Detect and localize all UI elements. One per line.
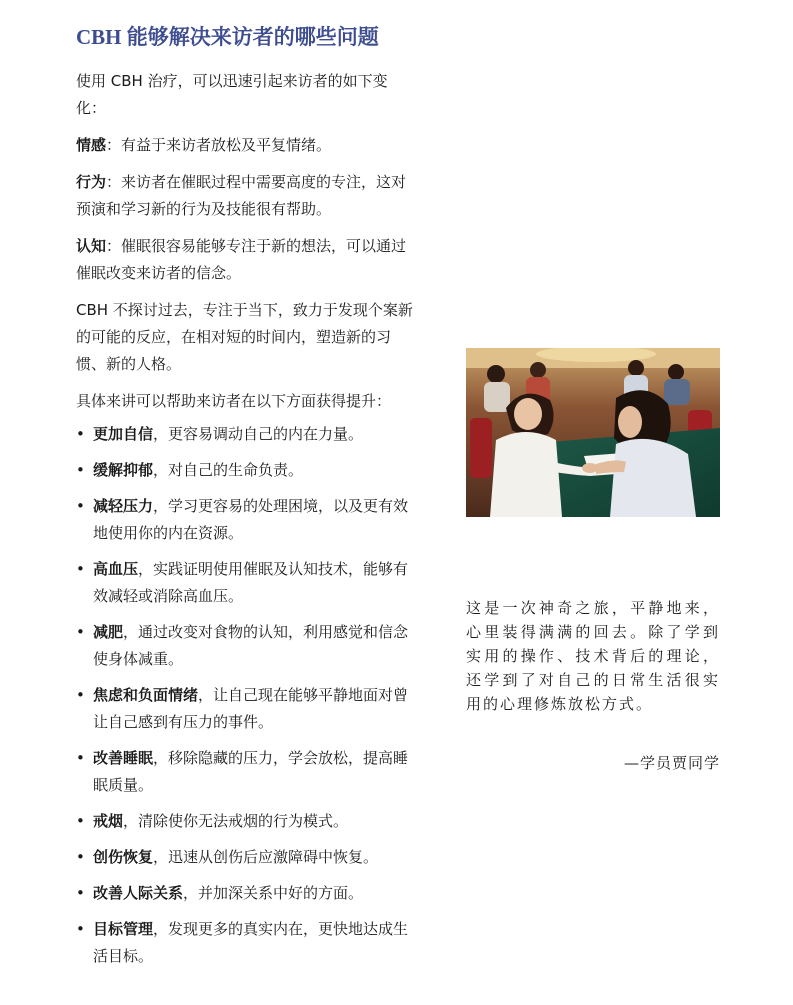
list-item [76, 844, 416, 871]
list-item [76, 808, 416, 835]
workshop-photo-illustration [466, 348, 720, 517]
benefit-term: 改善睡眠 [93, 749, 154, 767]
change-behavior [76, 169, 416, 223]
benefit-text: ，通过改变对食物的认知，利用感觉和信念使身体减重。 [93, 623, 409, 668]
cbh-paragraph: CBH 不探讨过去，专注于当下，致力于发现个案新的可能的反应，在相对短的时间内，塑造新的习惯、新的人格。 [76, 301, 413, 373]
benefit-term: 焦虑和负面情绪 [93, 686, 199, 704]
benefits-list [76, 421, 416, 970]
benefit-text: ，对自己的生命负责。 [153, 461, 304, 479]
list-item [76, 556, 416, 610]
change-term: 行为 [76, 173, 107, 191]
benefit-text: ，更容易调动自己的内在力量。 [153, 425, 364, 443]
list-item [76, 457, 416, 484]
change-term: 认知 [76, 237, 107, 255]
change-cognition [76, 233, 416, 287]
change-term: 情感 [76, 136, 107, 154]
list-item [76, 745, 416, 799]
benefit-text: ，并加深关系中好的方面。 [183, 884, 364, 902]
benefit-text: ，迅速从创伤后应激障碍中恢复。 [153, 848, 379, 866]
benefit-text: ，让自己现在能够平静地面对曾让自己感到有压力的事件。 [93, 686, 409, 731]
benefit-term: 改善人际关系 [93, 884, 184, 902]
change-text: ：催眠很容易能够专注于新的想法，可以通过催眠改变来访者的信念。 [76, 237, 407, 282]
workshop-photo [466, 348, 720, 517]
change-text: ：有益于来访者放松及平复情绪。 [106, 136, 332, 154]
benefit-text: ，发现更多的真实内在，更快地达成生活目标。 [93, 920, 409, 965]
list-item [76, 421, 416, 448]
benefit-term: 更加自信 [93, 425, 154, 443]
benefit-text: ，实践证明使用催眠及认知技术，能够有效减轻或消除高血压。 [93, 560, 409, 605]
benefit-text: ，清除使你无法戒烟的行为模式。 [123, 812, 349, 830]
list-item [76, 880, 416, 907]
benefit-term: 目标管理 [93, 920, 154, 938]
benefit-term: 缓解抑郁 [93, 461, 154, 479]
list-item [76, 916, 416, 970]
benefit-term: 减轻压力 [93, 497, 154, 515]
benefit-term: 戒烟 [93, 812, 124, 830]
benefit-text: ，学习更容易的处理困境，以及更有效地使用你的内在资源。 [93, 497, 409, 542]
testimonial-attribution: —学员贾同学 [623, 754, 720, 772]
benefit-term: 减肥 [93, 623, 124, 641]
benefit-term: 创伤恢复 [93, 848, 154, 866]
benefit-text: ，移除隐藏的压力，学会放松，提高睡眠质量。 [93, 749, 409, 794]
change-emotion [76, 132, 416, 159]
intro-paragraph: 使用 CBH 治疗，可以迅速引起来访者的如下变化： [76, 72, 388, 117]
page-title: CBH 能够解决来访者的哪些问题 [76, 25, 379, 49]
list-item [76, 619, 416, 673]
testimonial-quote: 这是一次神奇之旅，平静地来，心里装得满满的回去。除了学到实用的操作、技术背后的理论，还学到了对自己的日常生活很实用的心理修炼放松方式。 [466, 599, 720, 713]
list-item [76, 682, 416, 736]
benefit-term: 高血压 [93, 560, 139, 578]
change-text: ：来访者在催眠过程中需要高度的专注，这对预演和学习新的行为及技能很有帮助。 [76, 173, 407, 218]
list-item [76, 493, 416, 547]
list-intro: 具体来讲可以帮助来访者在以下方面获得提升： [76, 392, 392, 410]
main-column [76, 22, 416, 979]
